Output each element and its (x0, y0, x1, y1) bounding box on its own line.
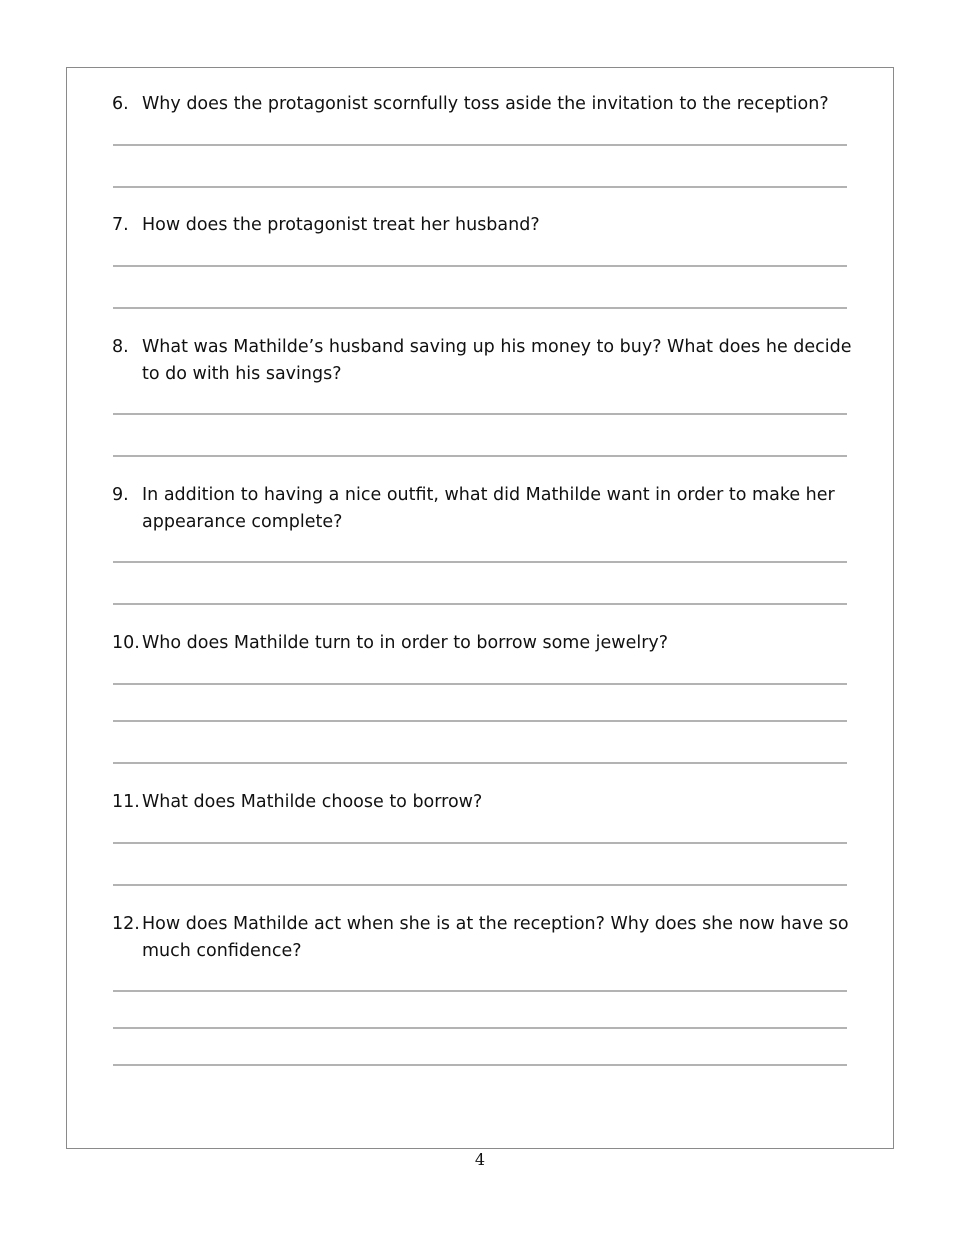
answer-line[interactable] (113, 561, 847, 563)
answer-line[interactable] (113, 720, 847, 722)
answer-line[interactable] (113, 307, 847, 309)
question-6 (112, 91, 857, 118)
question-number: 11. (112, 792, 140, 812)
question-text: How does the protagonist treat her husband? (142, 215, 540, 235)
question-text: Who does Mathilde turn to in order to borrow some jewelry? (142, 633, 669, 653)
question-7 (112, 212, 857, 239)
answer-line[interactable] (113, 603, 847, 605)
question-12 (112, 911, 857, 965)
answer-line[interactable] (113, 842, 847, 844)
question-text: Why does the protagonist scornfully toss aside the invitation to the reception? (142, 94, 829, 114)
answer-line[interactable] (113, 144, 847, 146)
question-text: In addition to having a nice outfit, what did Mathilde want in order to make her appearance complete? (142, 485, 835, 532)
question-number: 9. (112, 485, 129, 505)
question-number: 8. (112, 337, 129, 357)
question-text: What does Mathilde choose to borrow? (142, 792, 483, 812)
question-number: 7. (112, 215, 129, 235)
question-10 (112, 630, 857, 657)
answer-line[interactable] (113, 762, 847, 764)
question-number: 10. (112, 633, 140, 653)
answer-line[interactable] (113, 1064, 847, 1066)
answer-line[interactable] (113, 683, 847, 685)
question-9 (112, 482, 857, 536)
answer-line[interactable] (113, 990, 847, 992)
question-8 (112, 334, 857, 388)
answer-line[interactable] (113, 186, 847, 188)
answer-line[interactable] (113, 455, 847, 457)
answer-line[interactable] (113, 884, 847, 886)
question-text: How does Mathilde act when she is at the reception? Why does she now have so much confidence? (142, 914, 849, 961)
answer-line[interactable] (113, 265, 847, 267)
question-text: What was Mathilde’s husband saving up his money to buy? What does he decide to do with his savings? (142, 337, 852, 384)
answer-line[interactable] (113, 413, 847, 415)
answer-line[interactable] (113, 1027, 847, 1029)
question-11 (112, 789, 857, 816)
question-number: 12. (112, 914, 140, 934)
question-number: 6. (112, 94, 129, 114)
page-number: 4 (474, 1150, 486, 1169)
